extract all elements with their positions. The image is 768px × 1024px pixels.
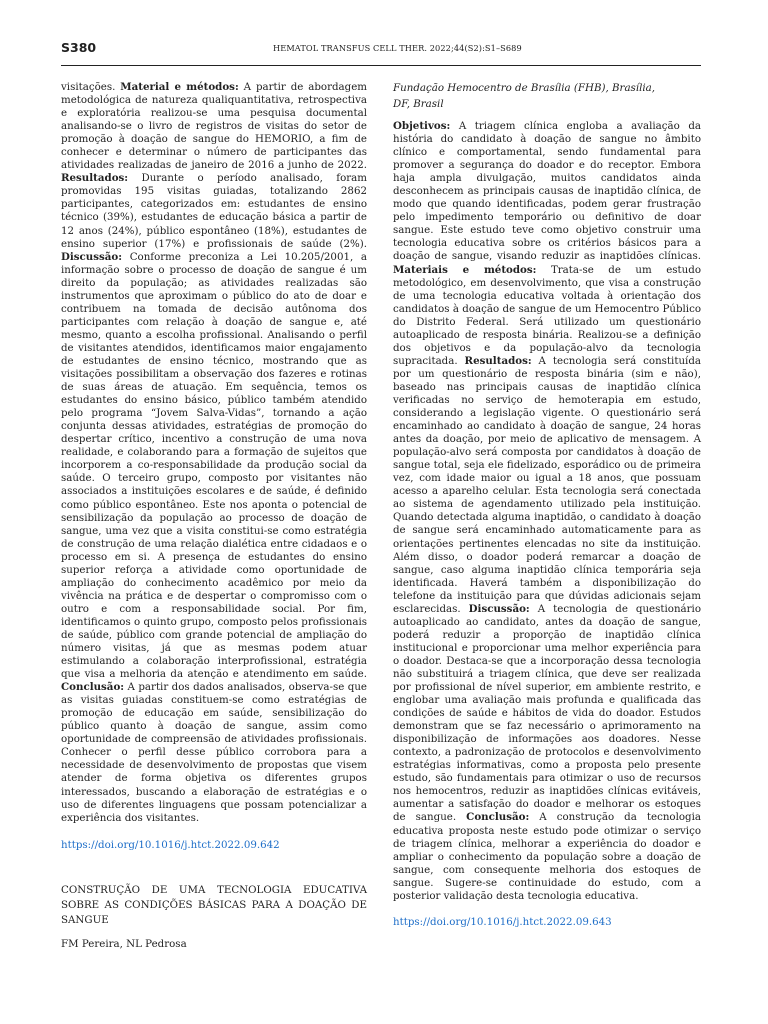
affiliation-line-1: Fundação Hemocentro de Brasília (FHB), Brasília, — [393, 82, 656, 94]
abstract-title: CONSTRUÇÃO DE UMA TECNOLOGIA EDUCATIVA SOBRE AS CONDIÇÕES BÁSICAS PARA A DOAÇÃO DE SANGUE — [61, 883, 367, 927]
journal-volume: 2022;44(S2):S1–S689 — [429, 43, 522, 53]
header-rule — [61, 65, 701, 66]
page-header — [61, 40, 701, 62]
journal-name: HEMATOL TRANSFUS CELL THER. — [273, 43, 428, 53]
affiliation — [393, 81, 701, 112]
abstract-body-left: visitações. Material e métodos: A partir de abordagem metodológica de natureza qualiquantitativa, retrospectiva e exploratória realizou-se uma pesquisa documental analisando-se o livro de registros de visitas do setor de promoção à doação de sangue do HEMORIO, a fim de conhecer e determinar o número de participantes das atividades realizadas de janeiro de 2016 a junho de 2022. Resultados: Durante o período analisado, foram promovidas 195 visitas guiadas, totalizando 2862 participantes, categorizados em: estudantes de ensino técnico (39%), estudantes de educação básica a partir de 12 anos (24%), público espontâneo (18%), estudantes de ensino superior (17%) e profissionais de saúde (2%). Discussão: Conforme preconiza a Lei 10.205/2001, a informação sobre o processo de doação de sangue é um direito da população; as atividades realizadas são instrumentos que aproximam o público do ato de doar e contribuem na tomada de decisão autônoma dos participantes com relação à doação de sangue e, até mesmo, quanto a escolha profissional. Analisando o perfil de visitantes atendidos, identificamos maior engajamento de estudantes de ensino técnico, mostrando que as visitações possibilitam a observação dos fazeres e rotinas de suas áreas de atuação. Em sequência, temos os estudantes do ensino básico, público também atendido pelo programa “Jovem Salva-Vidas”, tornando a ação conjunta dessas atividades, estratégias de promoção do despertar crítico, incentivo a construção de uma nova realidade, e colaborando para a formação de sujeitos que incorporem a co-responsabilidade da produção social da saúde. O terceiro grupo, composto por visitantes não associados a instituições escolares e de saúde, é definido como público espontâneo. Este nos aponta o potencial de sensibilização da população ao processo de doação de sangue, uma vez que a visita constitui-se como estratégia de construção de uma relação dialética entre cidadaos e o processo em si. A presença de estudantes do ensino superior reforça a atividade como oportunidade de ampliação do conhecimento acadêmico por meio da vivência na prática e de despertar o compromisso com o outro e com a responsabilidade social. Por fim, identificamos o quinto grupo, composto pelos profissionais de saúde, público com grande potencial de ampliação do número visitas, já que as mesmas podem atuar estimulando a colaboração interprofissional, estratégia que visa a melhoria da atenção e atendimento em saúde. Conclusão: A partir dos dados analisados, observa-se que as visitas guiadas constituem-se como estratégias de promoção de educação em saúde, sensibilização do público quanto à doação de sangue, assim como oportunidade de compreensão de atividades profissionais. Conhecer o perfil desse público corrobora para a necessidade de desenvolvimento de propostas que visem atender de forma objetiva os diferentes grupos interessados, buscando a elaboração de estratégias e o uso de diferentes linguagens que possam potencializar a experiência dos visitantes. — [61, 81, 367, 824]
right-column — [393, 81, 701, 929]
affiliation-line-2: DF, Brasil — [393, 97, 444, 110]
abstract-authors: FM Pereira, NL Pedrosa — [61, 938, 187, 951]
doi-link-643[interactable]: https://doi.org/10.1016/j.htct.2022.09.643 — [393, 915, 612, 928]
journal-citation — [273, 43, 522, 53]
doi-link-642[interactable]: https://doi.org/10.1016/j.htct.2022.09.642 — [61, 838, 280, 851]
page-number: S380 — [61, 40, 97, 55]
left-column — [61, 81, 367, 951]
abstract-body-right: Objetivos: A triagem clínica engloba a avaliação da história do candidato à doação de sangue no âmbito clínico e comportamental, sendo fundamental para promover a segurança do doador e do receptor. Embora haja ampla divulgação, muitos candidatos ainda desconhecem as principais causas de inaptidão clínica, de modo que quando identificadas, podem gerar frustração pelo impedimento temporário ou definitivo de doar sangue. Este estudo teve como objetivo construir uma tecnologia educativa sobre os critérios básicos para a doação de sangue, visando reduzir as inaptidões clínicas. Materiais e métodos: Trata-se de um estudo metodológico, em desenvolvimento, que visa a construção de uma tecnologia educativa voltada à orientação dos candidatos à doação de sangue de um Hemocentro Público do Distrito Federal. Será utilizado um questionário autoaplicado de resposta binária. Realizou-se a definição dos objetivos e da população-alvo da tecnologia supracitada. Resultados: A tecnologia será constituída por um questionário de resposta binária (sim e não), baseado nas principais causas de inaptidão clínica verificadas no serviço de hemoterapia em estudo, considerando a legislação vigente. O questionário será encaminhado ao candidato à doação de sangue, 24 horas antes da doação, por meio de aplicativo de mensagem. A população-alvo será composta por candidatos à doação de sangue total, seja ele fidelizado, esporádico ou de primeira vez, com idade maior ou igual a 18 anos, que possuam acesso a aparelho celular. Esta tecnologia será conectada ao sistema de agendamento utilizado pela instituição. Quando detectada alguma inaptidão, o candidato à doação de sangue será encaminhado automaticamente para as orientações pertinentes elencadas no site da instituição. Além disso, o doador poderá remarcar a doação de sangue, caso alguma inaptidão clínica temporária seja identificada. Haverá também a disponibilização do telefone da instituição para que dúvidas adicionais sejam esclarecidas. Discussão: A tecnologia de questionário autoaplicado ao candidato, antes da doação de sangue, poderá reduzir a proporção de inaptidão clínica institucional e proporcionar uma melhor experiência para o doador. Destaca-se que a incorporação dessa tecnologia não substituirá a triagem clínica, que deve ser realizada por profissional de nível superior, em ambiente restrito, e englobar uma avaliação mais profunda e qualificada das condições de saúde e hábitos de vida do doador. Estudos demonstram que se faz necessário o aprimoramento na disponibilização de informações aos doadores. Nesse contexto, a padronização de protocolos e desenvolvimento estratégias informativas, como a proposta pelo presente estudo, são fundamentais para otimizar o uso de recursos nos hemocentros, reduzir as inaptidões clínicas evitáveis, aumentar a satisfação do doador e melhorar os estoques de sangue. Conclusão: A construção da tecnologia educativa proposta neste estudo pode otimizar o serviço de triagem clínica, melhorar a experiência do doador e ampliar o conhecimento da população sobre a doação de sangue, com consequente melhoria dos estoques de sangue. Sugere-se continuidade do estudo, com a posterior validação desta tecnologia educativa. — [393, 120, 702, 902]
